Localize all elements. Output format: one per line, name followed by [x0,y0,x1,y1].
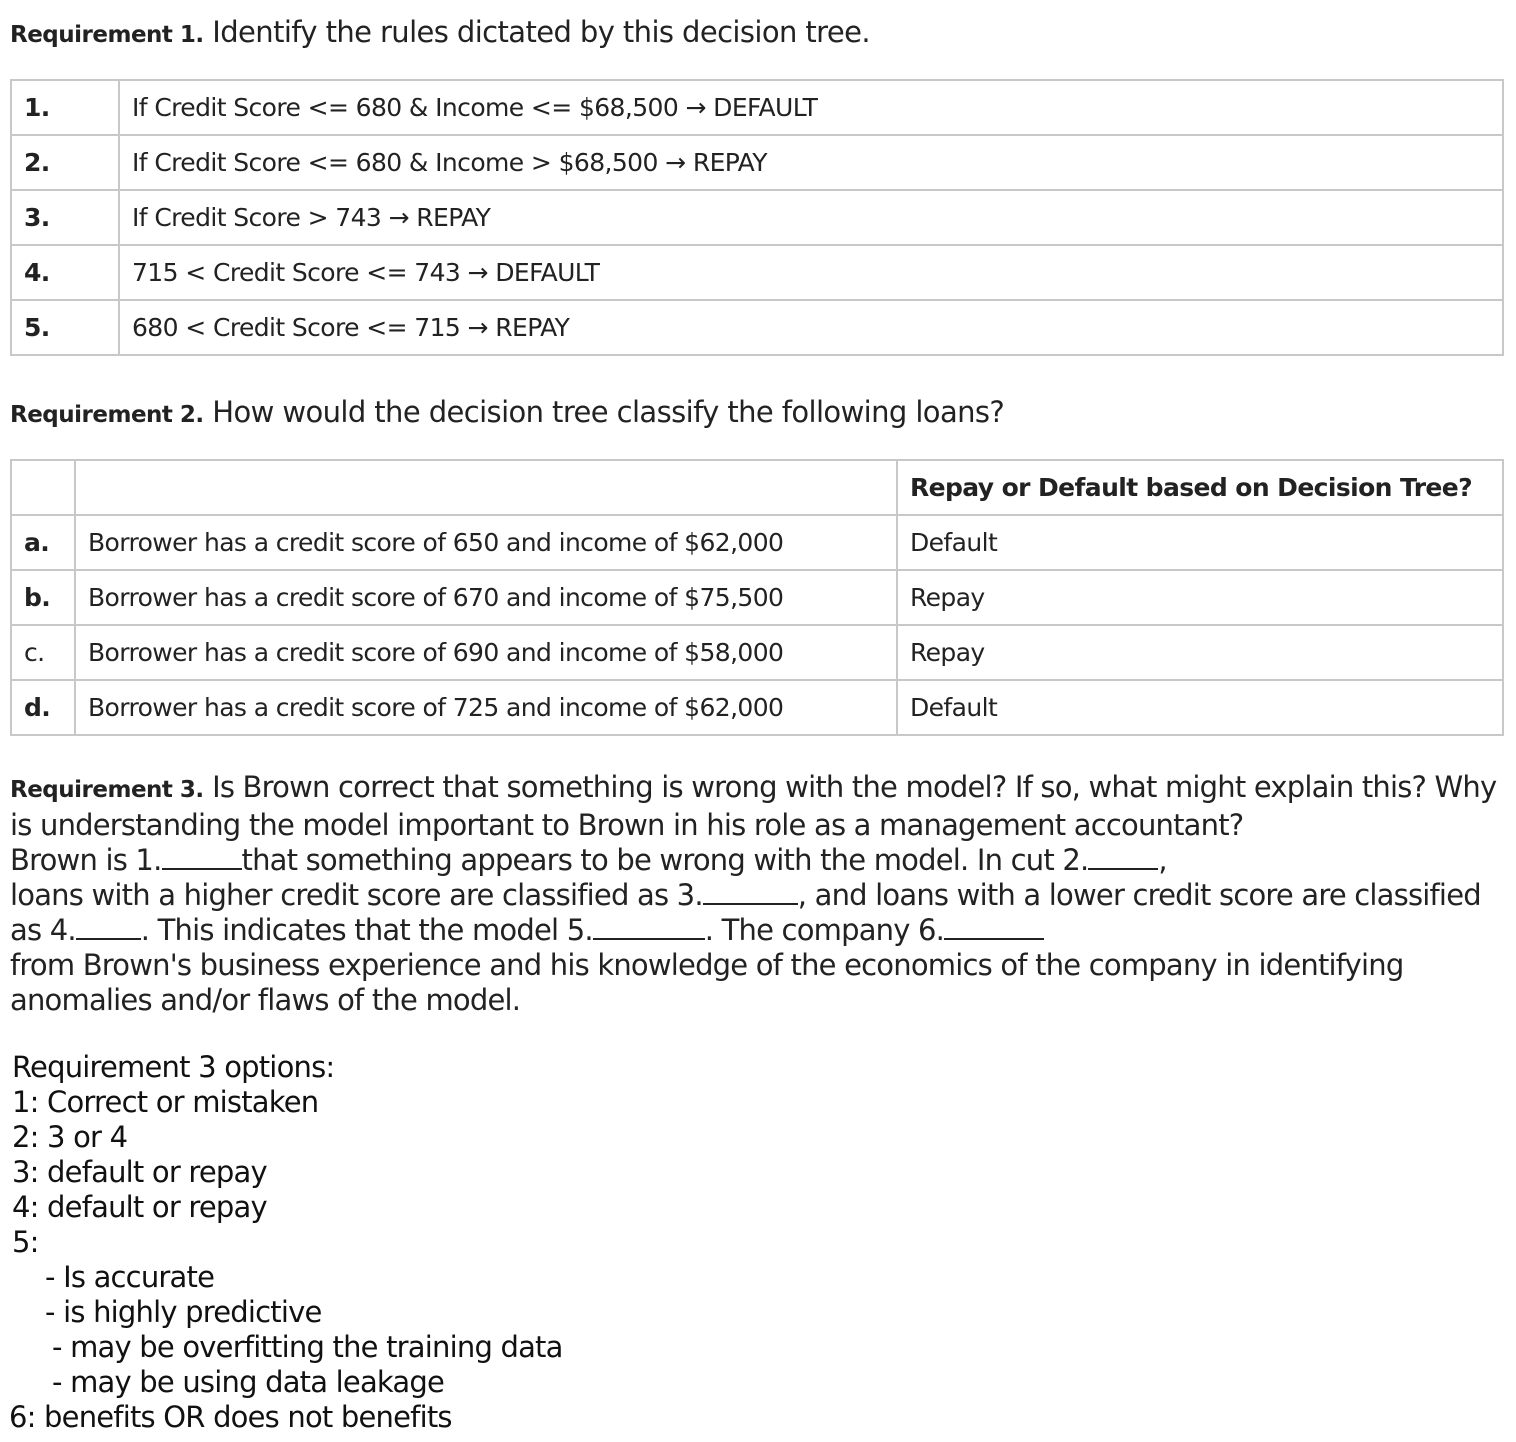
loan-description: Borrower has a credit score of 725 and income of $62,000 [75,680,897,735]
requirement-3-question-1: Is Brown correct that something is wrong with the model? If so, what might explain this? Why [212,770,1497,804]
options-title: Requirement 3 options: [12,1050,335,1084]
sentence-text: that something appears to be wrong with the model. In cut 2. [241,843,1089,877]
table-row [11,625,1503,680]
rule-text: 680 < Credit Score <= 715 → REPAY [119,300,1503,355]
option-5: 5: [12,1225,39,1259]
rule-text: 715 < Credit Score <= 743 → DEFAULT [119,245,1503,300]
column-header: Repay or Default based on Decision Tree? [897,460,1503,515]
rule-number: 2. [11,135,119,190]
loan-letter: d. [11,680,75,735]
option-2: 2: 3 or 4 [12,1120,128,1154]
table-row [11,135,1503,190]
table-row [11,300,1503,355]
sentence-line-2 [10,878,1510,913]
rule-number: 3. [11,190,119,245]
loan-answer: Repay [897,625,1503,680]
loan-description: Borrower has a credit score of 670 and income of $75,500 [75,570,897,625]
loan-answer: Default [897,515,1503,570]
requirement-3-question-line [10,770,1510,808]
loan-letter: c. [11,625,75,680]
rule-number: 1. [11,80,119,135]
rules-table [10,79,1504,356]
empty-header-cell [11,460,75,515]
sentence-text: loans with a higher credit score are classified as 3. [10,878,703,912]
option-4: 4: default or repay [12,1190,267,1224]
rule-number: 5. [11,300,119,355]
table-row [11,80,1503,135]
empty-header-cell [75,460,897,515]
requirement-3-options [9,1050,563,1435]
requirement-2-text: How would the decision tree classify the following loans? [212,395,1005,429]
option-5-item: - may be overfitting the training data [52,1330,563,1364]
table-row [11,570,1503,625]
loan-letter: a. [11,515,75,570]
requirement-3-label: Requirement 3. [10,777,204,803]
table-row [11,245,1503,300]
option-5-item: - is highly predictive [45,1295,322,1329]
option-3: 3: default or repay [12,1155,267,1189]
loan-letter: b. [11,570,75,625]
sentence-text: Brown is 1. [10,843,162,877]
requirement-1-heading [10,14,870,53]
option-5-item: - Is accurate [45,1260,215,1294]
requirement-2-heading [10,394,1004,433]
loan-answer: Default [897,680,1503,735]
sentence-text: , [1158,843,1167,877]
loans-table [10,459,1504,736]
blank-6-field[interactable] [944,914,1044,940]
sentence-text: . The company 6. [704,913,945,947]
blank-3-field[interactable] [703,879,798,905]
sentence-text: . This indicates that the model 5. [140,913,593,947]
option-6: 6: benefits OR does not benefits [9,1400,452,1434]
sentence-line-5: anomalies and/or flaws of the model. [10,983,521,1017]
sentence-text: as 4. [10,913,76,947]
blank-5-field[interactable] [593,914,705,940]
requirement-3-paragraph [10,770,1510,1018]
option-1: 1: Correct or mistaken [12,1085,319,1119]
sentence-line-1 [10,843,1510,878]
rule-number: 4. [11,245,119,300]
sentence-text: , and loans with a lower credit score are classified [797,878,1481,912]
table-header-row [11,460,1503,515]
option-5-item: - may be using data leakage [52,1365,445,1399]
requirement-1-label: Requirement 1. [10,22,204,48]
loan-description: Borrower has a credit score of 650 and income of $62,000 [75,515,897,570]
loan-description: Borrower has a credit score of 690 and income of $58,000 [75,625,897,680]
blank-1-field[interactable] [162,844,242,870]
blank-2-field[interactable] [1088,844,1158,870]
rule-text: If Credit Score > 743 → REPAY [119,190,1503,245]
rule-text: If Credit Score <= 680 & Income <= $68,500 → DEFAULT [119,80,1503,135]
sentence-line-4: from Brown's business experience and his knowledge of the economics of the company in identifying [10,948,1404,982]
rule-text: If Credit Score <= 680 & Income > $68,500 → REPAY [119,135,1503,190]
requirement-3-question-2: is understanding the model important to Brown in his role as a management accountant? [10,808,1244,842]
loan-answer: Repay [897,570,1503,625]
requirement-1-text: Identify the rules dictated by this decision tree. [212,15,870,49]
table-row [11,515,1503,570]
sentence-line-3 [10,913,1510,948]
blank-4-field[interactable] [76,914,141,940]
table-row [11,680,1503,735]
requirement-2-label: Requirement 2. [10,402,204,428]
table-row [11,190,1503,245]
